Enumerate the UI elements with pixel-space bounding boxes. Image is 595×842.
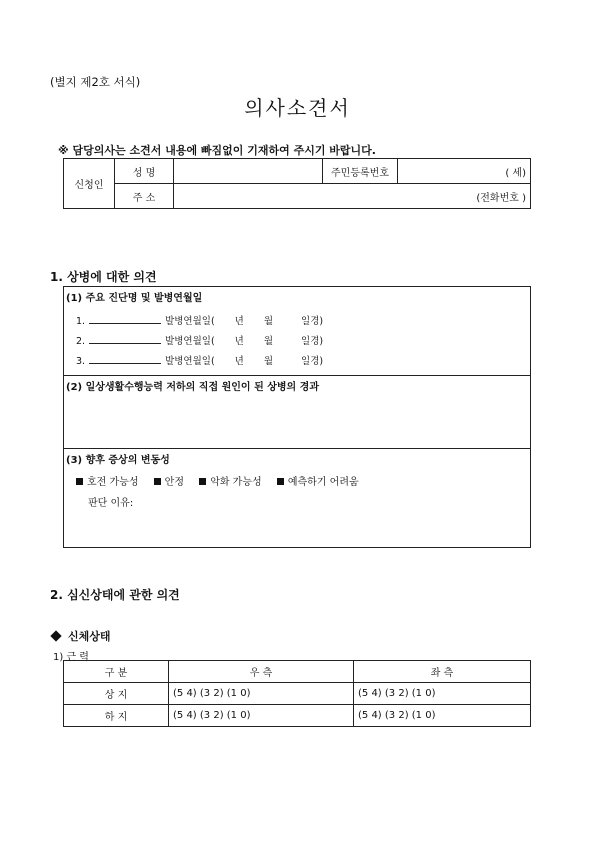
strength-table	[63, 660, 531, 727]
month-label: 월	[263, 356, 274, 367]
diagnosis-number: 1.	[76, 316, 86, 327]
year-label: 년	[234, 356, 244, 367]
checkbox-icon	[199, 478, 206, 485]
diagnosis-blank[interactable]	[89, 314, 161, 324]
checkbox-icon	[154, 478, 161, 485]
variability-box	[63, 448, 531, 548]
progress-box[interactable]	[63, 375, 531, 449]
option-stable[interactable]: 안정	[154, 477, 184, 488]
year-label: 년	[234, 316, 244, 327]
phone-paren: (전화번호 )	[476, 192, 526, 204]
progress-subtitle: (2) 일상생활수행능력 저하의 직접 원인이 된 상병의 경과	[66, 382, 319, 393]
option-worsen[interactable]: 악화 가능성	[199, 477, 261, 488]
physical-heading: 신체상태	[50, 628, 111, 644]
diamond-bullet-icon	[50, 630, 61, 641]
month-label: 월	[263, 336, 274, 347]
notice-text: ※ 담당의사는 소견서 내용에 빠짐없이 기재하여 주시기 바랍니다.	[58, 144, 376, 157]
right-score-cell[interactable]: (5 4) (3 2) (1 0)	[169, 705, 354, 727]
document-title: 의사소견서	[244, 96, 351, 120]
section2-title: 2. 심신상태에 관한 의견	[50, 588, 180, 602]
option-improve[interactable]: 호전 가능성	[76, 477, 138, 488]
checkbox-icon	[76, 478, 83, 485]
diagnosis-blank[interactable]	[89, 354, 161, 364]
variability-subtitle: (3) 향후 증상의 변동성	[66, 455, 170, 466]
rrn-field[interactable]	[398, 159, 531, 184]
reason-label: 판단 이유:	[88, 498, 134, 509]
day-label: 일경)	[301, 316, 324, 327]
right-score-cell[interactable]: (5 4) (3 2) (1 0)	[169, 683, 354, 705]
day-label: 일경)	[301, 356, 324, 367]
col-header-category: 구 분	[64, 661, 169, 683]
address-field[interactable]	[174, 184, 531, 209]
col-header-left: 좌 측	[354, 661, 531, 683]
rrn-label: 주민등록번호	[323, 159, 398, 184]
age-paren: ( 세)	[505, 167, 526, 179]
table-row	[64, 705, 531, 727]
diagnosis-blank[interactable]	[89, 334, 161, 344]
left-score-cell[interactable]: (5 4) (3 2) (1 0)	[354, 705, 531, 727]
year-label: 년	[234, 336, 244, 347]
form-number-label: (별지 제2호 서식)	[50, 75, 141, 89]
checkbox-icon	[277, 478, 284, 485]
strength-label: 1) 근 력	[53, 652, 89, 663]
onset-label: 발병연월일(	[165, 316, 215, 327]
diagnosis-line-3	[76, 353, 323, 367]
month-label: 월	[263, 316, 274, 327]
address-label: 주 소	[115, 184, 174, 209]
onset-label: 발병연월일(	[165, 356, 215, 367]
diagnosis-box	[63, 286, 531, 376]
diagnosis-line-2	[76, 333, 323, 347]
diagnosis-number: 3.	[76, 356, 86, 367]
row-label: 하 지	[64, 705, 169, 727]
applicant-group-label: 신청인	[64, 159, 115, 209]
col-header-right: 우 측	[169, 661, 354, 683]
applicant-table	[63, 158, 531, 209]
variability-options	[76, 473, 371, 488]
table-row	[64, 683, 531, 705]
row-label: 상 지	[64, 683, 169, 705]
left-score-cell[interactable]: (5 4) (3 2) (1 0)	[354, 683, 531, 705]
option-unpredictable[interactable]: 예측하기 어려움	[277, 477, 359, 488]
name-label: 성 명	[115, 159, 174, 184]
onset-label: 발병연월일(	[165, 336, 215, 347]
section1-title: 1. 상병에 대한 의견	[50, 270, 157, 284]
day-label: 일경)	[301, 336, 324, 347]
diagnosis-line-1	[76, 313, 323, 327]
diagnosis-subtitle: (1) 주요 진단명 및 발병연월일	[66, 293, 203, 304]
name-field[interactable]	[174, 159, 323, 184]
diagnosis-number: 2.	[76, 336, 86, 347]
